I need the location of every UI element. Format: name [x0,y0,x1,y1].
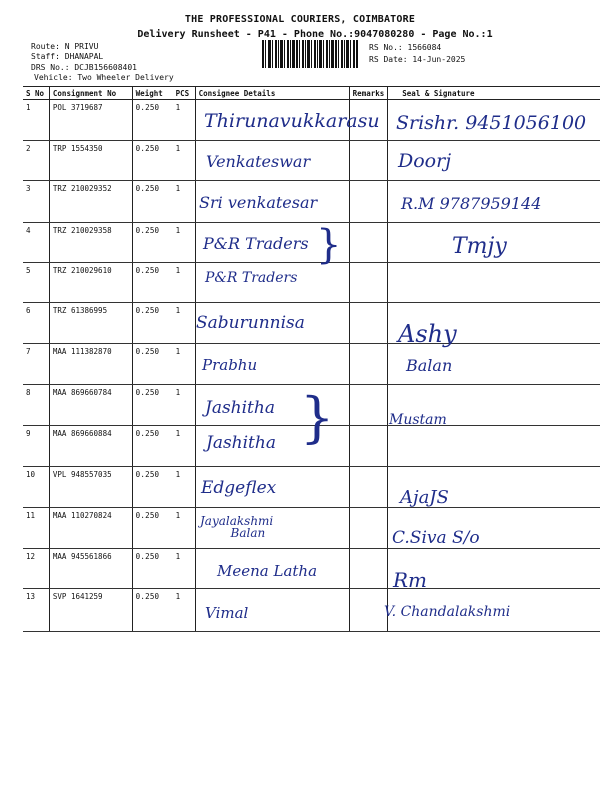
consignee-handwriting: Edgeflex [201,478,277,498]
receiver-signature: Balan [406,356,453,375]
row-weight: 0.250 [132,426,172,467]
runsheet-subtitle: Delivery Runsheet - P41 - Phone No.:9047080280 - Page No.:1 [137,29,493,40]
consignee-handwriting: Thirunavukkarasu [204,110,380,132]
row-sno: 1 [23,100,49,141]
receiver-signature: V. Chandalakshmi [384,604,511,620]
row-sno: 2 [23,141,49,181]
row-sno: 5 [23,263,49,303]
receiver-signature: C.Siva S/o [392,528,480,548]
receiver-signature: AjaJS [400,487,449,508]
row-pcs: 1 [173,508,195,549]
row-consignment: TRZ 210029352 [49,181,132,223]
row-remarks [349,589,388,632]
row-sno: 12 [23,549,49,589]
rs-number: RS No.: 1566084 [369,43,442,52]
table-row [23,303,600,344]
receiver-signature: R.M 9787959144 [401,194,542,213]
row-consignment: MAA 869660784 [49,385,132,426]
row-remarks [349,508,388,549]
drs-text: DRS No.: DCJB156608401 [31,63,137,72]
row-signature-cell [388,263,600,303]
row-weight: 0.250 [132,100,172,141]
col-weight: Weight [132,87,172,100]
table-row [23,263,600,303]
row-sno: 8 [23,385,49,426]
receiver-signature: Srishr. 9451056100 [396,112,587,134]
vehicle-text: Vehicle: Two Wheeler Delivery [34,73,174,82]
row-remarks [349,263,388,303]
row-weight: 0.250 [132,385,172,426]
row-remarks [349,181,388,223]
row-pcs: 1 [173,181,195,223]
row-sno: 4 [23,223,49,263]
company-title: THE PROFESSIONAL COURIERS, COIMBATORE [184,14,416,25]
row-remarks [349,549,388,589]
row-consignment: TRZ 210029358 [49,223,132,263]
row-pcs: 1 [173,549,195,589]
row-consignment: MAA 945561866 [49,549,132,589]
row-weight: 0.250 [132,263,172,303]
table-row [23,467,600,508]
row-consignment: TRZ 210029610 [49,263,132,303]
consignee-handwriting: Jashitha [205,398,275,418]
row-pcs: 1 [173,263,195,303]
row-consignment: POL 3719687 [49,100,132,141]
brace-mark: } [300,386,335,449]
row-pcs: 1 [173,223,195,263]
row-sno: 13 [23,589,49,632]
row-weight: 0.250 [132,467,172,508]
row-sno: 9 [23,426,49,467]
col-sno: S No [23,87,49,100]
row-weight: 0.250 [132,508,172,549]
row-sno: 7 [23,344,49,385]
consignee-handwriting: Prabhu [202,356,258,374]
barcode-image [262,40,358,68]
row-signature-cell [388,426,600,467]
table-row [23,223,600,263]
table-header-row [23,87,600,100]
row-weight: 0.250 [132,223,172,263]
row-pcs: 1 [173,385,195,426]
row-pcs: 1 [173,100,195,141]
row-consignment: SVP 1641259 [49,589,132,632]
consignee-handwriting: Meena Latha [217,562,318,580]
row-weight: 0.250 [132,589,172,632]
row-pcs: 1 [173,589,195,632]
row-pcs: 1 [173,467,195,508]
consignee-handwriting: Vimal [205,604,249,622]
row-consignment: MAA 869660884 [49,426,132,467]
row-remarks [349,303,388,344]
row-remarks [349,344,388,385]
table-row [23,589,600,632]
table-row [23,141,600,181]
row-sno: 11 [23,508,49,549]
row-pcs: 1 [173,426,195,467]
col-consignee: Consignee Details [195,87,349,100]
receiver-signature: Ashy [398,320,457,348]
row-remarks [349,426,388,467]
row-remarks [349,467,388,508]
rs-date: RS Date: 14-Jun-2025 [369,55,466,64]
route-text: Route: N PRIVU [31,42,99,51]
row-weight: 0.250 [132,181,172,223]
table-row [23,344,600,385]
col-consignment: Consignment No [49,87,132,100]
row-consignment: TRZ 61386995 [49,303,132,344]
receiver-signature: Tmjy [452,234,507,259]
brace-mark: } [316,222,342,268]
row-weight: 0.250 [132,344,172,385]
consignee-handwriting: P&R Traders [203,234,309,253]
row-sno: 6 [23,303,49,344]
row-sno: 10 [23,467,49,508]
row-sno: 3 [23,181,49,223]
rs-info [369,42,465,66]
consignee-handwriting: P&R Traders [205,270,298,286]
consignee-handwriting: Venkateswar [206,152,311,171]
row-remarks [349,385,388,426]
row-consignment: MAA 110270824 [49,508,132,549]
row-consignment: VPL 948557035 [49,467,132,508]
row-weight: 0.250 [132,141,172,181]
row-pcs: 1 [173,141,195,181]
row-remarks [349,223,388,263]
row-weight: 0.250 [132,303,172,344]
receiver-signature: Rm [393,568,428,592]
consignee-handwriting: Saburunnisa [196,313,305,333]
delivery-table [23,86,600,632]
row-consignment: TRP 1554350 [49,141,132,181]
row-pcs: 1 [173,344,195,385]
row-remarks [349,141,388,181]
receiver-signature: Mustam [389,412,447,428]
table-row [23,508,600,549]
row-pcs: 1 [173,303,195,344]
row-weight: 0.250 [132,549,172,589]
col-pcs: PCS [173,87,195,100]
consignee-handwriting: Jayalakshmi Balan [200,514,274,540]
consignee-handwriting: Sri venkatesar [199,193,318,212]
receiver-signature: Doorj [398,150,452,172]
consignee-handwriting: Jashitha [206,433,276,453]
row-consignment: MAA 111382870 [49,344,132,385]
staff-text: Staff: DHANAPAL [31,52,104,61]
col-signature: Seal & Signature [388,87,600,100]
col-remarks: Remarks [349,87,388,100]
